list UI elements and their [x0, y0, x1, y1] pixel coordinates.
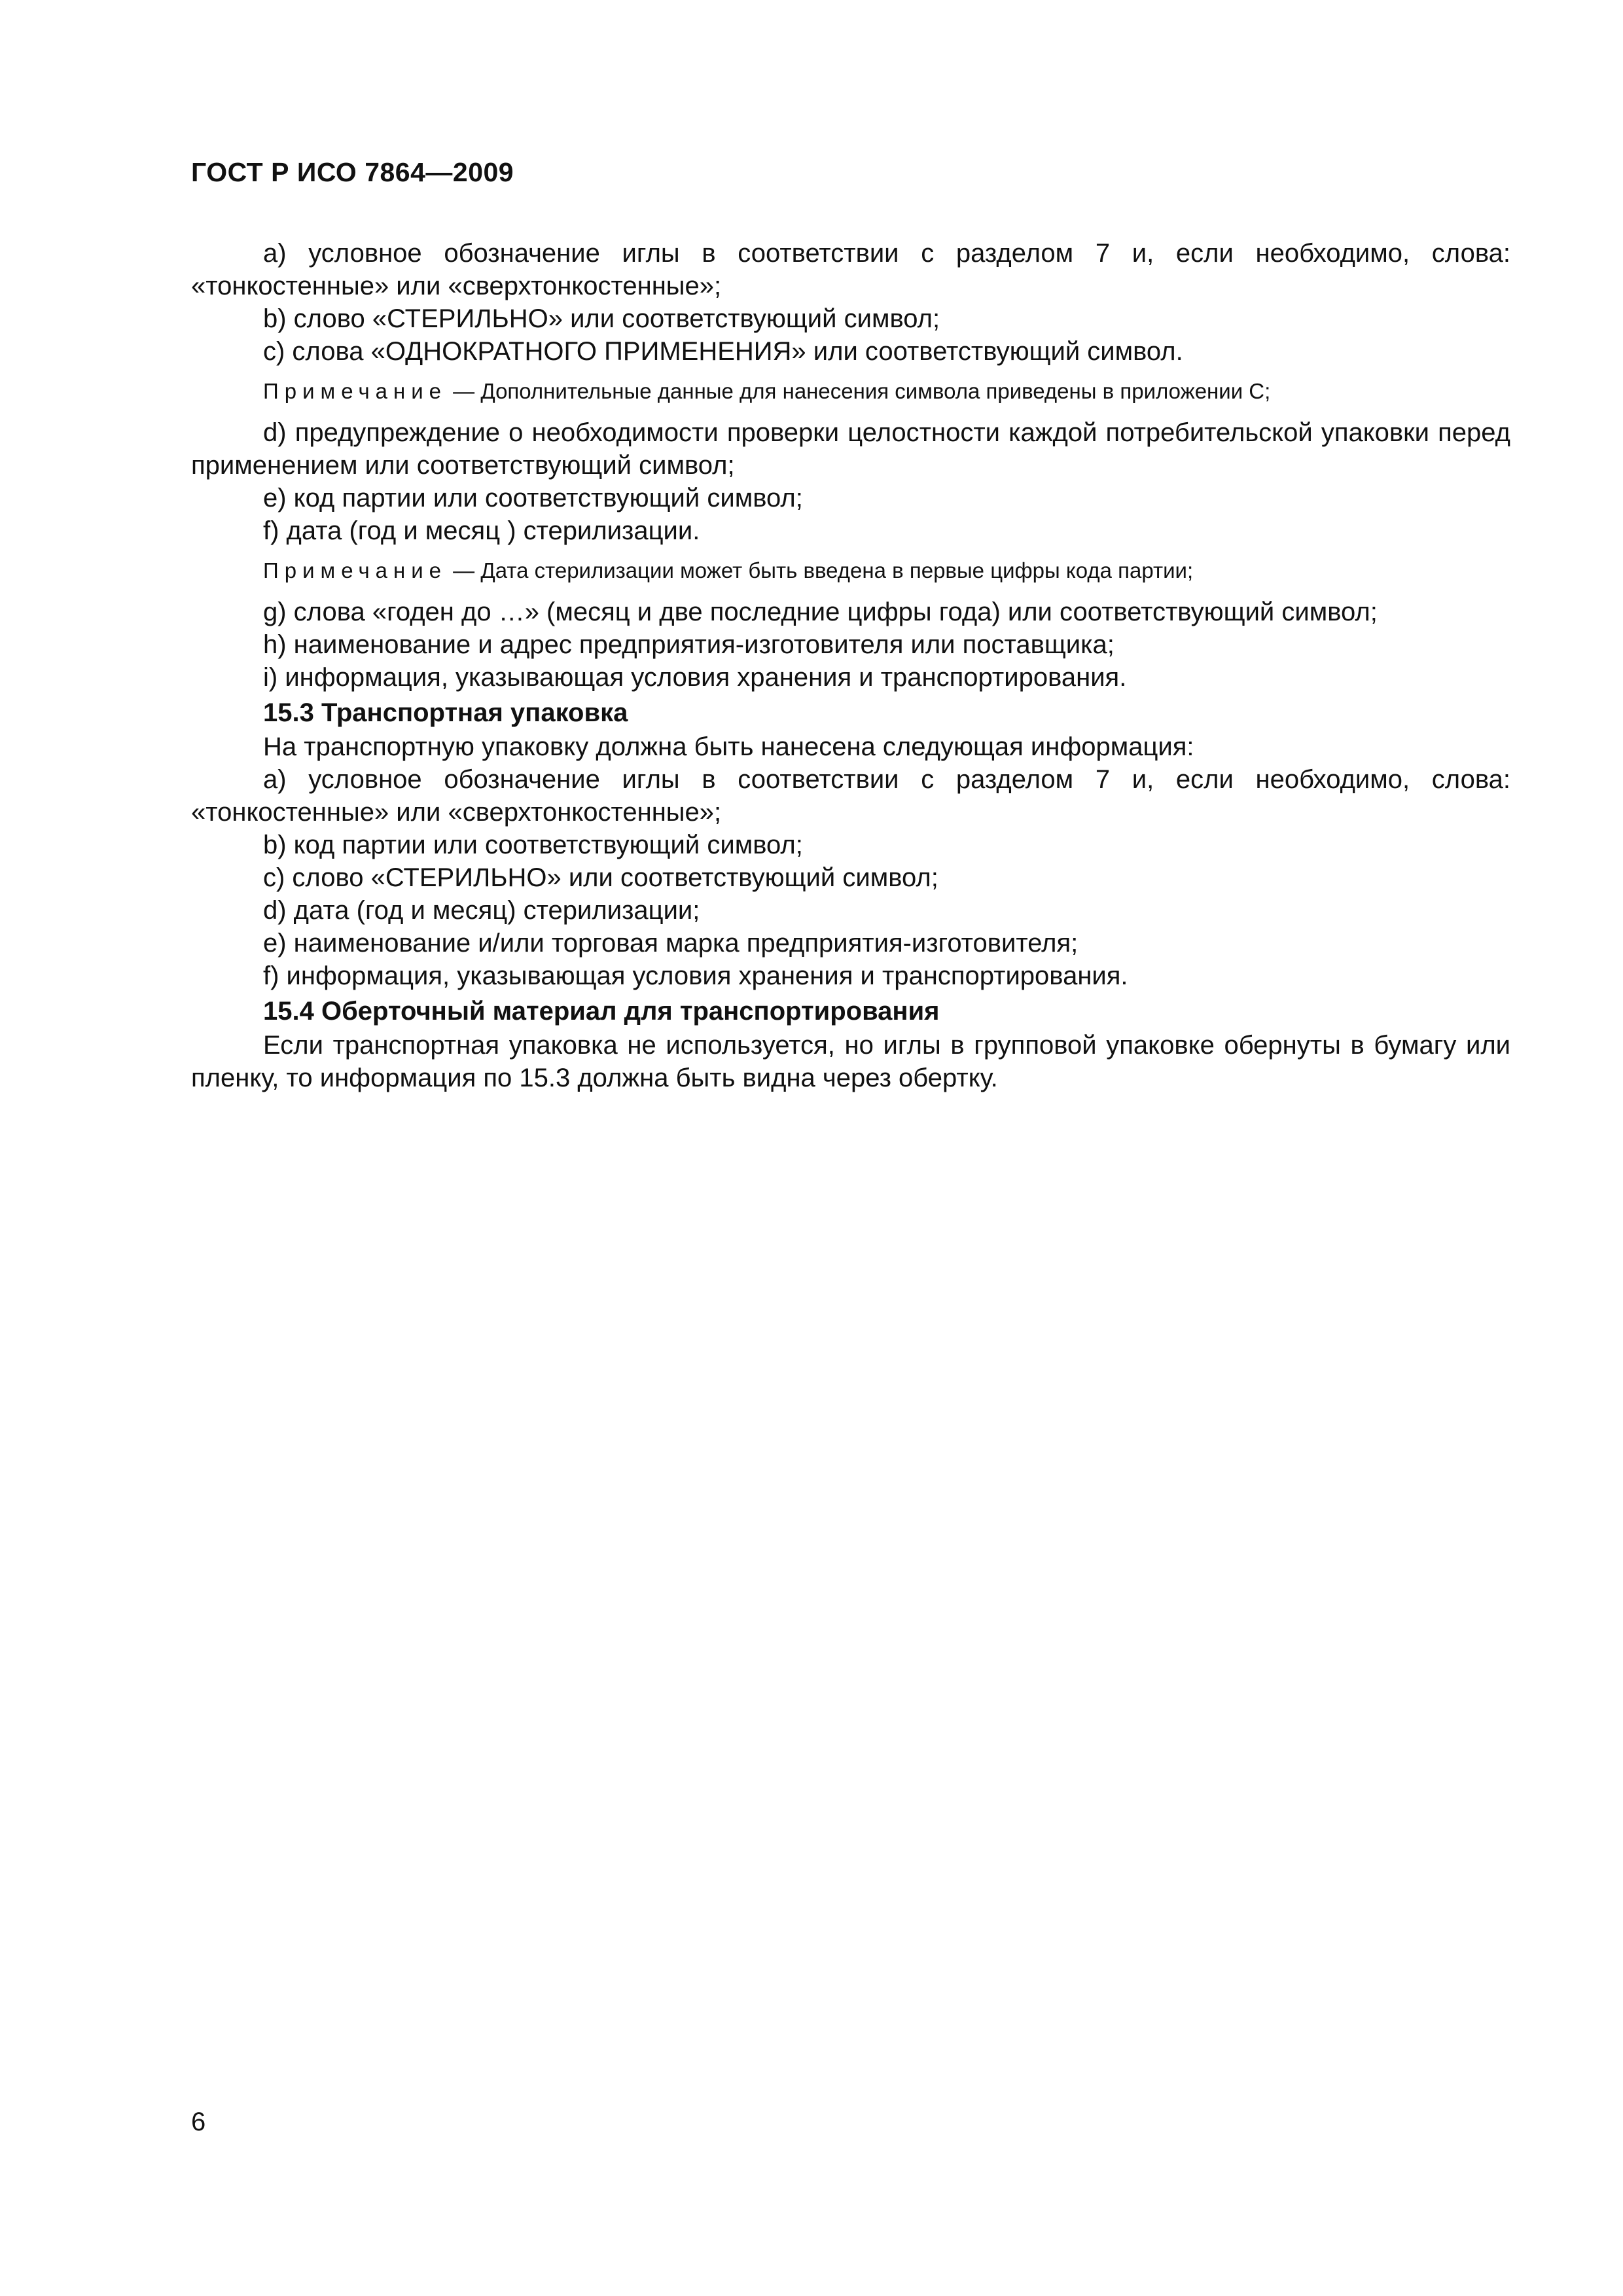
list-item-b: b) код партии или соответствующий символ; [263, 831, 803, 859]
list-item-e: e) код партии или соответствующий символ; [263, 484, 803, 512]
page-number: 6 [191, 2108, 206, 2136]
section-paragraph: Если транспортная упаковка не используется, но иглы в групповой упаковке обернуты в бумагу или пленку, то информация по 15.3 должна быть видна через обертку. [191, 1031, 1510, 1092]
list-item-a: a) условное обозначение иглы в соответствии с разделом 7 и, если необходимо, слова: «тонкостенные» или «сверхтонкостенные»; [191, 765, 1510, 827]
note-label: Примечание [263, 558, 448, 583]
list-item-d: d) дата (год и месяц) стерилизации; [263, 896, 700, 925]
list-item-g: g) слова «годен до …» (месяц и две последние цифры года) или соответствующий символ; [263, 598, 1378, 626]
section-heading-15-4: 15.4 Оберточный материал для транспортирования [263, 997, 940, 1026]
list-item-d: d) предупреждение о необходимости проверки целостности каждой потребительской упаковки перед применением или соответствующий символ; [191, 418, 1510, 480]
note-2 [191, 555, 1510, 586]
list-item-c: c) слова «ОДНОКРАТНОГО ПРИМЕНЕНИЯ» или соответствующий символ. [263, 337, 1183, 366]
list-item-e: e) наименование и/или торговая марка предприятия-изготовителя; [263, 929, 1079, 958]
list-item-b: b) слово «СТЕРИЛЬНО» или соответствующий символ; [263, 304, 940, 333]
list-item-f: f) дата (год и месяц ) стерилизации. [263, 516, 700, 545]
section-heading-15-3: 15.3 Транспортная упаковка [263, 698, 628, 727]
list-item-a: a) условное обозначение иглы в соответствии с разделом 7 и, если необходимо, слова: «тонкостенные» или «сверхтонкостенные»; [191, 239, 1510, 300]
section-intro: На транспортную упаковку должна быть нанесена следующая информация: [263, 732, 1194, 761]
note-text: — Дополнительные данные для нанесения символа приведены в приложении С; [447, 379, 1271, 403]
list-item-c: c) слово «СТЕРИЛЬНО» или соответствующий символ; [263, 863, 938, 892]
note-1 [191, 376, 1510, 407]
list-item-i: i) информация, указывающая условия хранения и транспортирования. [263, 663, 1127, 692]
note-label: Примечание [263, 379, 448, 403]
note-text: — Дата стерилизации может быть введена в первые цифры кода партии; [447, 558, 1194, 583]
list-item-h: h) наименование и адрес предприятия-изготовителя или поставщика; [263, 630, 1115, 659]
document-body [191, 237, 1510, 1094]
document-code-header: ГОСТ Р ИСО 7864—2009 [191, 157, 514, 187]
list-item-f: f) информация, указывающая условия хранения и транспортирования. [263, 961, 1128, 990]
